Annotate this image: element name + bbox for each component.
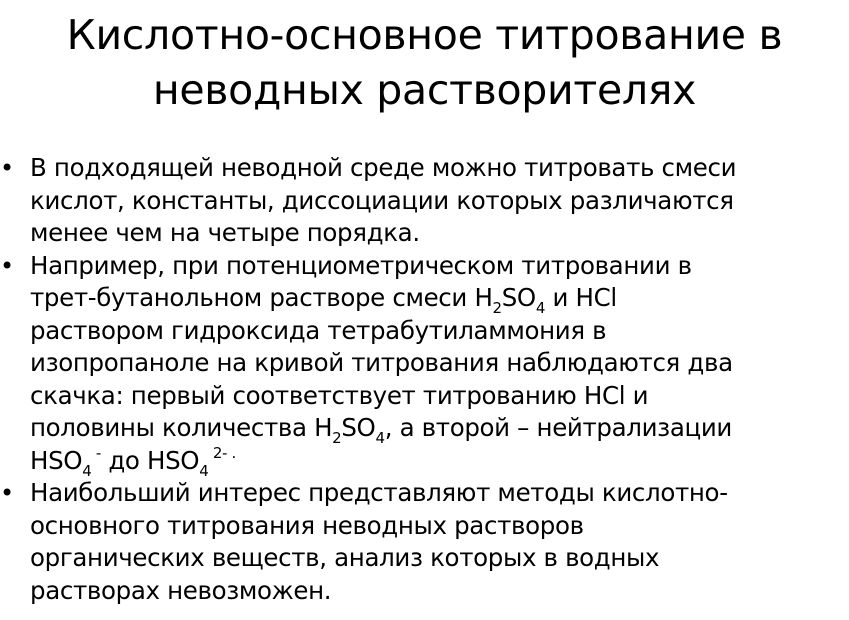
bullet-2-line-6 (30, 412, 849, 445)
text-run: до HSO (100, 445, 200, 475)
bullet-2-line-1: Например, при потенциометрическом титровании в (30, 250, 692, 280)
text-run: SO (501, 283, 536, 312)
bullet-1-line-1: В подходящей неводной среде можно титровать смеси (30, 153, 737, 182)
text-run: половины количества H (30, 413, 333, 442)
bullet-item-1 (0, 152, 849, 250)
subscript: 4 (82, 461, 92, 480)
bullet-item-3 (0, 477, 849, 607)
bullet-1-line-3: менее чем на четыре порядка. (30, 218, 420, 247)
text-run: HSO (30, 445, 83, 475)
superscript: 2- . (208, 443, 236, 462)
subscript: 2 (492, 299, 502, 317)
text-run: и HCl (545, 283, 617, 312)
superscript: - (91, 443, 101, 462)
bullet-2-line-7 (30, 445, 849, 478)
bullet-2-line-3: раствором гидроксида тетрабутиламмония в (30, 315, 607, 345)
subscript: 4 (535, 299, 546, 317)
text-run: SO (341, 413, 376, 442)
subscript: 4 (199, 461, 209, 480)
bullet-3-line-3: органических веществ, анализ которых в водных (30, 543, 660, 572)
subscript: 4 (375, 429, 385, 447)
title-line-2: неводных растворителях (152, 66, 697, 114)
bullet-list (0, 152, 849, 607)
bullet-2-line-4: изопропаноле на кривой титрования наблюдаются два (30, 348, 733, 377)
bullet-dot-icon: • (0, 154, 14, 182)
text-run: , а второй – нейтрализации (384, 413, 732, 442)
bullet-3-line-1: Наибольший интерес представляют методы кислотно- (30, 478, 728, 507)
bullet-2-line-5: скачка: первый соответствует титрованию HCl и (30, 380, 649, 410)
bullet-item-2 (0, 250, 849, 478)
slide-title (0, 8, 849, 118)
bullet-dot-icon: • (0, 479, 14, 507)
bullet-1-line-2: кислот, константы, диссоциации которых различаются (30, 185, 734, 215)
bullet-dot-icon: • (0, 251, 14, 280)
bullet-3-line-2: основного титрования неводных растворов (30, 510, 584, 540)
title-line-1: Кислотно-основное титрование в (66, 11, 783, 59)
text-run: трет-бутанольном растворе смеси H (30, 283, 493, 312)
bullet-3-line-4: растворах невозможен. (30, 575, 332, 605)
bullet-2-line-2 (30, 282, 849, 315)
subscript: 2 (332, 429, 342, 447)
